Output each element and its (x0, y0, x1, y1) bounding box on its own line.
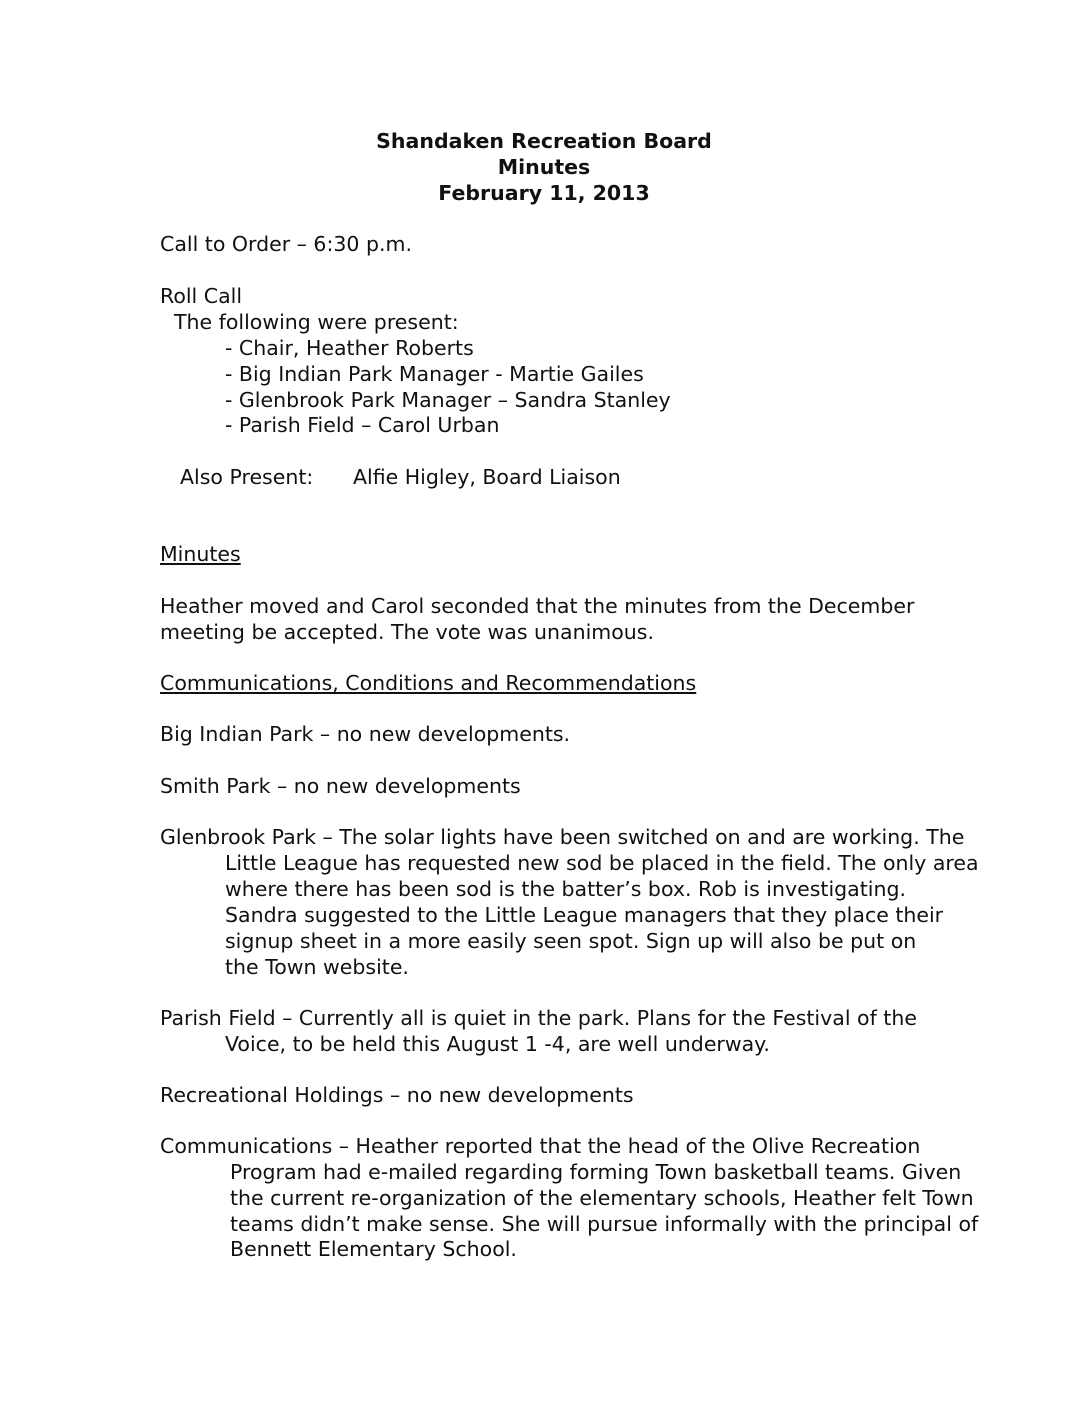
document-org-title: Shandaken Recreation Board (376, 129, 712, 153)
roll-call-member: - Chair, Heather Roberts (225, 336, 474, 360)
communications-line: Communications – Heather reported that the head of the Olive Recreation (160, 1134, 921, 1158)
communications-line: the current re-organization of the elementary schools, Heather felt Town (230, 1186, 974, 1210)
document-date: February 11, 2013 (438, 181, 650, 205)
minutes-text-line: Heather moved and Carol seconded that the minutes from the December (160, 594, 915, 618)
also-present-label: Also Present: (180, 465, 314, 489)
glenbrook-park-line: signup sheet in a more easily seen spot. Sign up will also be put on (225, 929, 917, 953)
roll-call-member: - Big Indian Park Manager - Martie Gailes (225, 362, 644, 386)
glenbrook-park-line: Little League has requested new sod be placed in the field. The only area (225, 851, 979, 875)
also-present-row (180, 464, 621, 490)
communications-line: teams didn’t make sense. She will pursue informally with the principal of (230, 1212, 979, 1236)
communications-line: Program had e-mailed regarding forming Town basketball teams. Given (230, 1160, 962, 1184)
glenbrook-park-line: Glenbrook Park – The solar lights have been switched on and are working. The (160, 825, 965, 849)
glenbrook-park-line: Sandra suggested to the Little League managers that they place their (225, 903, 944, 927)
smith-park-item: Smith Park – no new developments (160, 774, 521, 798)
roll-call-intro: The following were present: (174, 310, 459, 334)
glenbrook-park-line: where there has been sod is the batter’s box. Rob is investigating. (225, 877, 906, 901)
communications-line: Bennett Elementary School. (230, 1237, 517, 1261)
roll-call-member: - Glenbrook Park Manager – Sandra Stanley (225, 388, 671, 412)
document-type-title: Minutes (497, 155, 591, 179)
also-present-value: Alfie Higley, Board Liaison (353, 465, 621, 489)
roll-call-member: - Parish Field – Carol Urban (225, 413, 500, 437)
recreational-holdings-item: Recreational Holdings – no new developments (160, 1083, 634, 1107)
ccr-heading: Communications, Conditions and Recommendations (160, 671, 697, 695)
call-to-order: Call to Order – 6:30 p.m. (160, 232, 412, 256)
minutes-heading: Minutes (160, 542, 241, 566)
parish-field-line: Parish Field – Currently all is quiet in the park. Plans for the Festival of the (160, 1006, 917, 1030)
roll-call-heading: Roll Call (160, 284, 243, 308)
parish-field-line: Voice, to be held this August 1 -4, are well underway. (225, 1032, 770, 1056)
big-indian-park-item: Big Indian Park – no new developments. (160, 722, 571, 746)
minutes-text-line: meeting be accepted. The vote was unanimous. (160, 620, 654, 644)
glenbrook-park-line: the Town website. (225, 955, 409, 979)
